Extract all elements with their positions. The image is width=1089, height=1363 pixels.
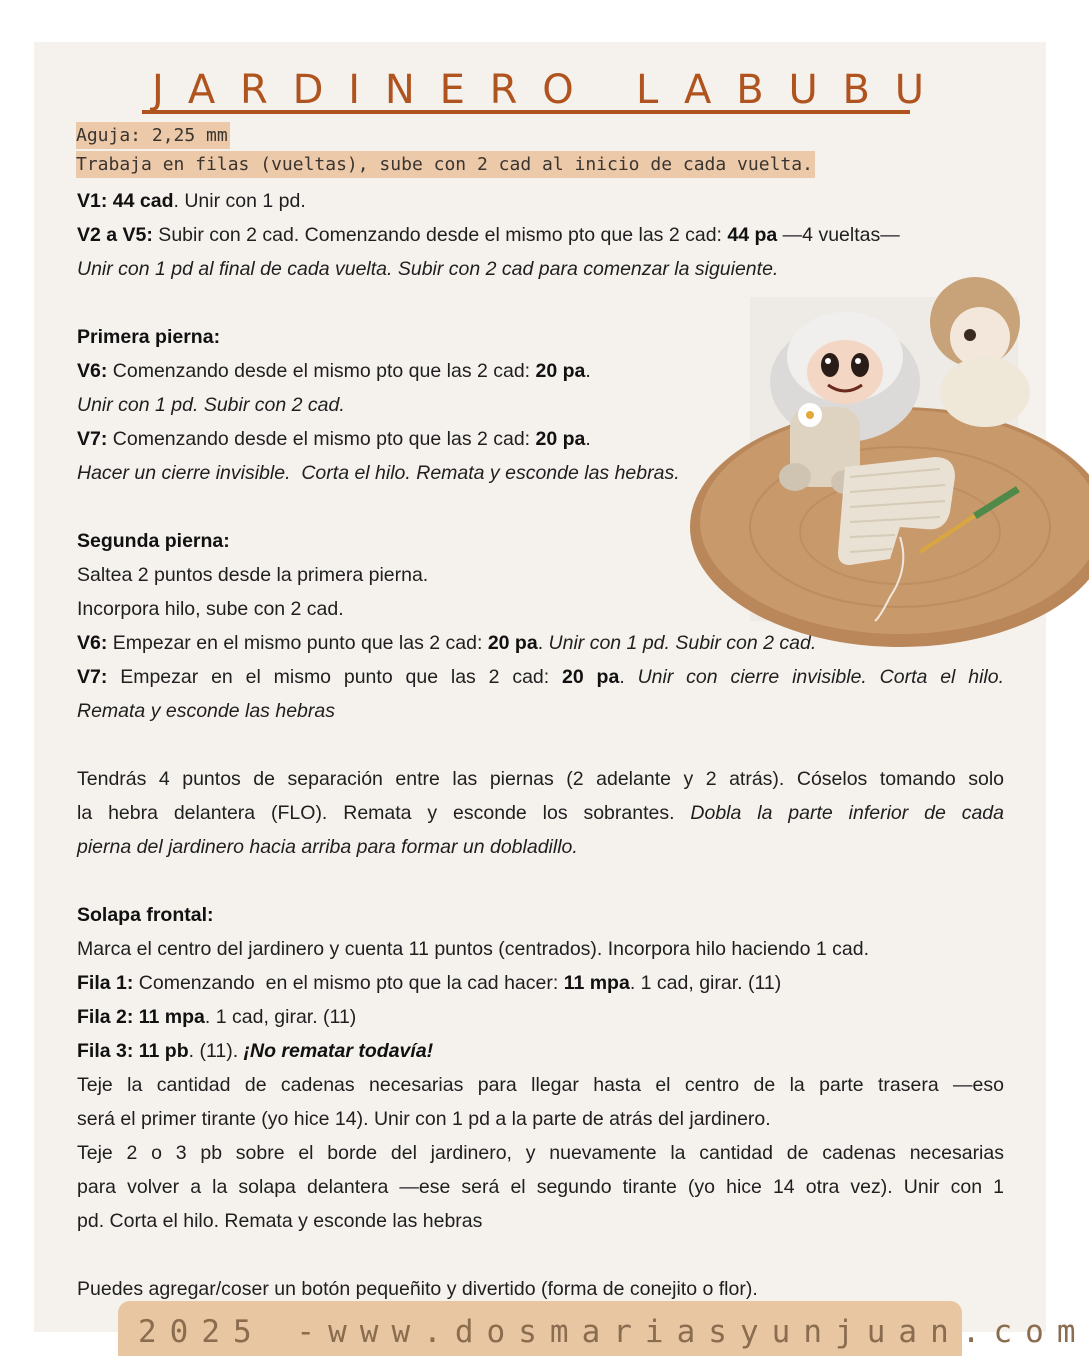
instruction-segunda-v7-note: Remata y esconde las hebras (77, 700, 335, 722)
instruction-segunda-1: Saltea 2 puntos desde la primera pierna. (77, 564, 429, 586)
instruction-fila-2: Fila 2: 11 mpa. 1 cad, girar. (11) (77, 1006, 357, 1028)
tirante-line-4: para volver a la solapa delantera —ese será el segundo tirante (yo hice 14 otra vez). Unir con 1 (77, 1176, 1004, 1198)
tirante-line-2: será el primer tirante (yo hice 14). Unir con 1 pd a la parte de atrás del jardinero. (77, 1108, 771, 1130)
instruction-v2-v5-note: Unir con 1 pd al final de cada vuelta. Subir con 2 cad para comenzar la siguiente. (77, 258, 779, 280)
instruction-primera-v6-note: Unir con 1 pd. Subir con 2 cad. (77, 394, 345, 416)
tirante-line-3: Teje 2 o 3 pb sobre el borde del jardinero, y nuevamente la cantidad de cadenas necesarias (77, 1142, 1004, 1164)
footer-website: 2025 -www.dosmariasyunjuan.com (118, 1301, 962, 1356)
instruction-v2-v5: V2 a V5: Subir con 2 cad. Comenzando desde el mismo pto que las 2 cad: 44 pa —4 vueltas— (77, 224, 900, 246)
needle-size-note: Aguja: 2,25 mm (76, 122, 230, 149)
instruction-v1: V1: 44 cad. Unir con 1 pd. (77, 190, 306, 212)
separacion-line-3: pierna del jardinero hacia arriba para formar un dobladillo. (77, 836, 578, 858)
separacion-line-1: Tendrás 4 puntos de separación entre las piernas (2 adelante y 2 atrás). Cóselos tomando solo (77, 768, 1004, 790)
boton-note: Puedes agregar/coser un botón pequeñito y divertido (forma de conejito o flor). (77, 1278, 758, 1300)
tirante-line-5: pd. Corta el hilo. Remata y esconde las hebras (77, 1210, 483, 1232)
instruction-fila-3: Fila 3: 11 pb. (11). ¡No rematar todavía! (77, 1040, 434, 1062)
section-heading-primera: Primera pierna: (77, 326, 221, 348)
section-heading-solapa: Solapa frontal: (77, 904, 214, 926)
labubu-photo (750, 297, 1018, 621)
tirante-line-1: Teje la cantidad de cadenas necesarias para llegar hasta el centro de la parte trasera —eso (77, 1074, 1004, 1096)
instruction-primera-v7-note: Hacer un cierre invisible. Corta el hilo. Remata y esconde las hebras. (77, 462, 680, 484)
page-title: JARDINERO LABUBU (142, 66, 910, 114)
separacion-line-2: la hebra delantera (FLO). Remata y esconde los sobrantes. Dobla la parte inferior de cada (77, 802, 1004, 824)
instruction-segunda-v6: V6: Empezar en el mismo punto que las 2 cad: 20 pa. Unir con 1 pd. Subir con 2 cad. (77, 632, 817, 654)
instruction-segunda-v7: V7: Empezar en el mismo punto que las 2 cad: 20 pa. Unir con cierre invisible. Corta el hilo. (77, 666, 1004, 688)
instruction-segunda-2: Incorpora hilo, sube con 2 cad. (77, 598, 344, 620)
instruction-primera-v6: V6: Comenzando desde el mismo pto que las 2 cad: 20 pa. (77, 360, 591, 382)
solapa-intro: Marca el centro del jardinero y cuenta 11 puntos (centrados). Incorpora hilo haciendo 1 cad. (77, 938, 870, 960)
instruction-primera-v7: V7: Comenzando desde el mismo pto que las 2 cad: 20 pa. (77, 428, 591, 450)
section-heading-segunda: Segunda pierna: (77, 530, 230, 552)
instruction-fila-1: Fila 1: Comenzando en el mismo pto que la cad hacer: 11 mpa. 1 cad, girar. (11) (77, 972, 782, 994)
rows-note: Trabaja en filas (vueltas), sube con 2 cad al inicio de cada vuelta. (76, 151, 815, 178)
